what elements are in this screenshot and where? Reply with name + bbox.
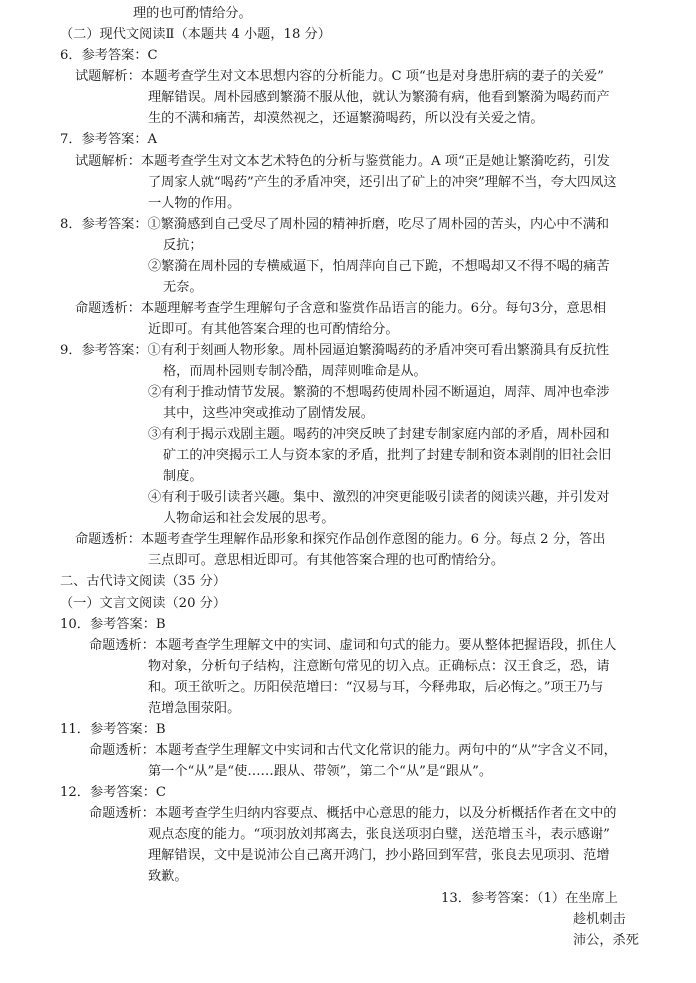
text-line: 反抗；	[163, 238, 203, 253]
text-line: 试题解析：本题考查学生对文本艺术特色的分析与鉴赏能力。A 项“正是她让繁漪吃药，引发	[75, 154, 610, 169]
text-line: ②繁漪在周朴园的专横威逼下，怕周萍向自己下跪，不想喝却又不得不喝的痛苦	[148, 259, 610, 274]
text-line: 命题透析：本题考查学生理解文中实词和古代文化常识的能力。两句中的“从”字含义不同，	[89, 743, 617, 758]
text-line: 命题透析：本题考查学生理解文中的实词、虚词和句式的能力。要从整体把握语段，抓住人	[89, 638, 617, 653]
text-line: 人物命运和社会发展的思考。	[163, 511, 335, 526]
answer-line: 11．参考答案：B	[60, 722, 166, 737]
section-heading: 二、古代诗文阅读（35 分）	[60, 574, 227, 589]
text-line: 趁机刺击	[573, 912, 626, 927]
text-line: 一人物的作用。	[148, 196, 241, 211]
text-line: 命题透析：本题理解考查学生理解句子含意和鉴赏作品语言的能力。6分。每句3分，意思相	[75, 301, 607, 316]
answer-line: 8．参考答案：①繁漪感到自己受尽了周朴园的精神折磨，吃尽了周朴园的苦头，内心中不满和	[60, 217, 610, 232]
text-line: 观点态度的能力。“项羽放刘邦离去，张良送项羽白璧，送范增玉斗，表示感谢”	[148, 827, 610, 842]
section-heading: （一）文言文阅读（20 分）	[60, 596, 227, 611]
text-line: 近即可。有其他答案合理的也可酌情给分。	[148, 322, 399, 337]
answer-line: 6．参考答案：C	[60, 48, 158, 63]
answer-line: 9．参考答案：①有利于刻画人物形象。周朴园逼迫繁漪喝药的矛盾冲突可看出繁漪具有反抗性	[60, 343, 610, 358]
text-line: ②有利于推动情节发展。繁漪的不想喝药使周朴园不断逼迫，周萍、周冲也牵涉	[148, 385, 610, 400]
text-line: 矿工的冲突揭示工人与资本家的矛盾，批判了封建专制和资本剥削的旧社会旧	[163, 448, 612, 463]
text-line: 致歉。	[148, 869, 188, 884]
text-line: 物对象，分析句子结构，注意断句常见的切入点。正确标点：汉王食乏，恐，请	[148, 659, 610, 674]
text-line: 其中，这些冲突或推动了剧情发展。	[163, 406, 374, 421]
text-line: 第一个“从”是“使……跟从、带领”，第二个“从”是“跟从”。	[148, 764, 493, 779]
text-line: 理解错误，文中是说沛公自己离开鸿门，抄小路回到军营，张良去见项羽、范增	[148, 848, 610, 863]
text-line: 命题透析：本题考查学生理解作品形象和探究作品创作意图的能力。6 分。每点 2 分，答出	[75, 532, 606, 547]
text-line: ④有利于吸引读者兴趣。集中、激烈的冲突更能吸引读者的阅读兴趣，并引发对	[148, 490, 610, 505]
text-line: 格，而周朴园则专制冷酷，周萍则唯命是从。	[163, 364, 427, 379]
answer-line: 7．参考答案：A	[60, 132, 158, 147]
text-line: 理的也可酌情给分。	[133, 6, 252, 21]
text-line: 无奈。	[163, 280, 203, 295]
text-line: ③有利于揭示戏剧主题。喝药的冲突反映了封建专制家庭内部的矛盾，周朴园和	[148, 427, 610, 442]
text-line: 生的不满和痛苦，却漠然视之，还逼繁漪喝药，所以没有关爱之情。	[148, 111, 544, 126]
text-line: 理解错误。周朴园感到繁漪不服从他，就认为繁漪有病，他看到繁漪为喝药而产	[148, 90, 610, 105]
text-line: 和。项王欲听之。历阳侯范增曰：“汉易与耳，今释弗取，后必悔之。”项王乃与	[148, 680, 604, 695]
text-line: 命题透析：本题考查学生归纳内容要点、概括中心意思的能力，以及分析概括作者在文中的	[89, 806, 617, 821]
text-line: 了周家人就“喝药”产生的矛盾冲突，还引出了矿上的冲突”理解不当，夸大四凤这	[148, 175, 617, 190]
text-line: 范增急围荥阳。	[148, 701, 241, 716]
text-line: 三点即可。意思相近即可。有其他答案合理的也可酌情给分。	[148, 553, 505, 568]
text-line: 制度。	[163, 469, 203, 484]
answer-line: 12．参考答案：C	[60, 785, 166, 800]
text-line: 沛公，杀死	[573, 933, 639, 948]
answer-line: 10．参考答案：B	[60, 617, 166, 632]
text-line: 试题解析：本题考查学生对文本思想内容的分析能力。C 项“也是对身患肝病的妻子的关爱”	[75, 69, 604, 84]
section-heading: （二）现代文阅读Ⅱ（本题共 4 小题，18 分）	[60, 27, 331, 42]
answer-line: 13．参考答案：（1）在坐席上	[441, 891, 618, 906]
